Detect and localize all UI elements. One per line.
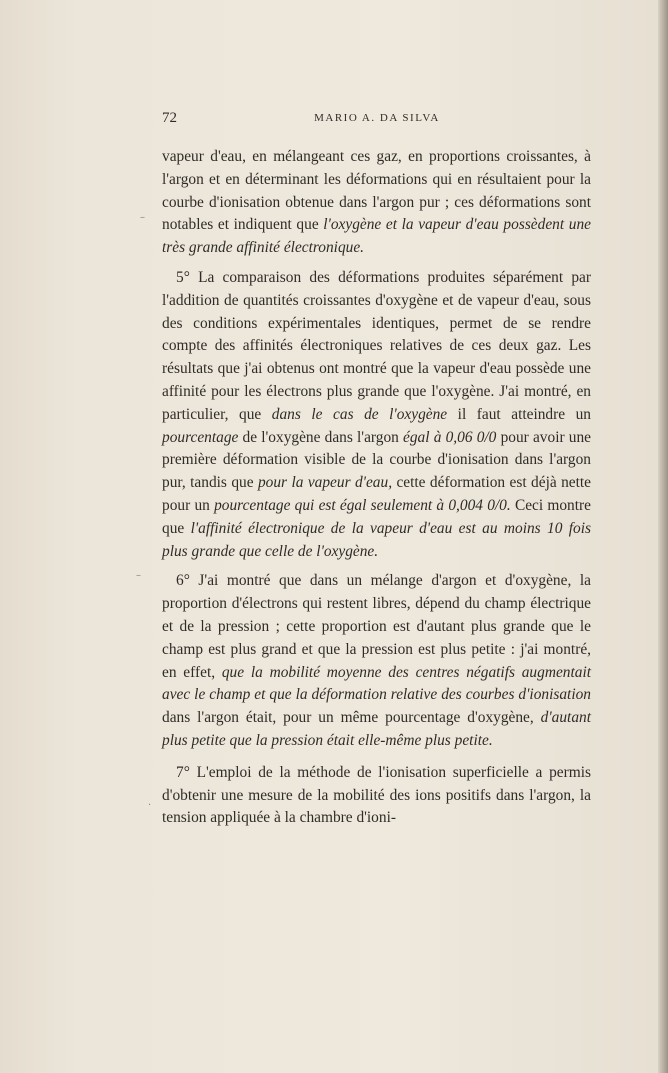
italic-text: l'affinité électronique de la vapeur d'eau est au moins 10 fois plus grande que celle de l'oxygène. [162, 519, 591, 560]
margin-dot: · [148, 800, 152, 811]
text-run: dans l'argon était, pour un même pourcentage d'oxygène, [162, 709, 541, 727]
italic-text: pourcentage qui est égal seulement à 0,004 0/0. [214, 496, 511, 514]
margin-dash: – [140, 212, 145, 223]
text-run: pour avoir une première déformation visible de la courbe d'ionisation dans l'argon pur, tandis que [162, 428, 591, 492]
italic-text: égal à 0,06 0/0 [403, 428, 497, 446]
paragraph-7 [162, 762, 591, 830]
text-run: 6° J'ai montré que dans un mélange d'argon et d'oxygène, la proportion d'électrons qui restent libres, dépend du champ électrique et de la pression ; cette proportion est d'autant plus grande que le champ est plus grand et que la pression est plus petite : j'ai montré, en effet, [162, 572, 591, 681]
italic-text: que la mobilité moyenne des centres négatifs augmentait avec le champ et que la déformation relative des courbes d'ionisation [162, 663, 591, 704]
running-title: MARIO A. DA SILVA [314, 112, 440, 124]
body-text [162, 146, 591, 830]
italic-text: dans le cas de l'oxygène [271, 405, 448, 423]
page-number: 72 [162, 110, 177, 126]
text-run: Ceci montre que [162, 496, 591, 537]
margin-dash: – [136, 570, 141, 581]
text-run: de l'oxygène dans l'argon [238, 428, 404, 446]
italic-text: pour la vapeur d'eau, [257, 474, 393, 492]
page-header [162, 110, 592, 130]
italic-text: d'autant plus petite que la pression était elle-même plus petite. [162, 709, 591, 749]
text-run: il faut atteindre un [447, 405, 592, 423]
text-run: cette déformation est déjà nette pour un [162, 474, 591, 514]
paragraph-continuation [162, 146, 591, 260]
text-run: 5° La comparaison des déformations produites séparément par l'addition de quantités croissantes d'oxygène et de vapeur d'eau, sous des conditions expérimentales identiques, permet de se rendre compte des affinités électroniques relatives de ces deux gaz. Les résultats que j'ai obtenus ont montré que la vapeur d'eau possède une affinité pour les électrons plus grande que l'oxygène. J'ai montré, en particulier, que [162, 268, 591, 423]
italic-text: l'oxygène et la vapeur d'eau possèdent une très grande affinité électronique. [162, 216, 591, 257]
text-run: vapeur d'eau, en mélangeant ces gaz, en proportions croissantes, à l'argon et en déterminant les déformations qui en résultaient pour la courbe d'ionisation obtenue dans l'argon pur ; ces déformations sont notables et indiquent que [162, 148, 591, 234]
italic-text: pourcentage [162, 428, 239, 446]
paragraph-5 [162, 267, 591, 563]
text-run: 7° L'emploi de la méthode de l'ionisation superficielle a permis d'obtenir une mesure de la mobilité des ions positifs dans l'argon, la tension appliquée à la chambre d'ioni- [162, 763, 591, 827]
page-edge-shadow [658, 0, 668, 1073]
paragraph-6 [162, 570, 591, 752]
